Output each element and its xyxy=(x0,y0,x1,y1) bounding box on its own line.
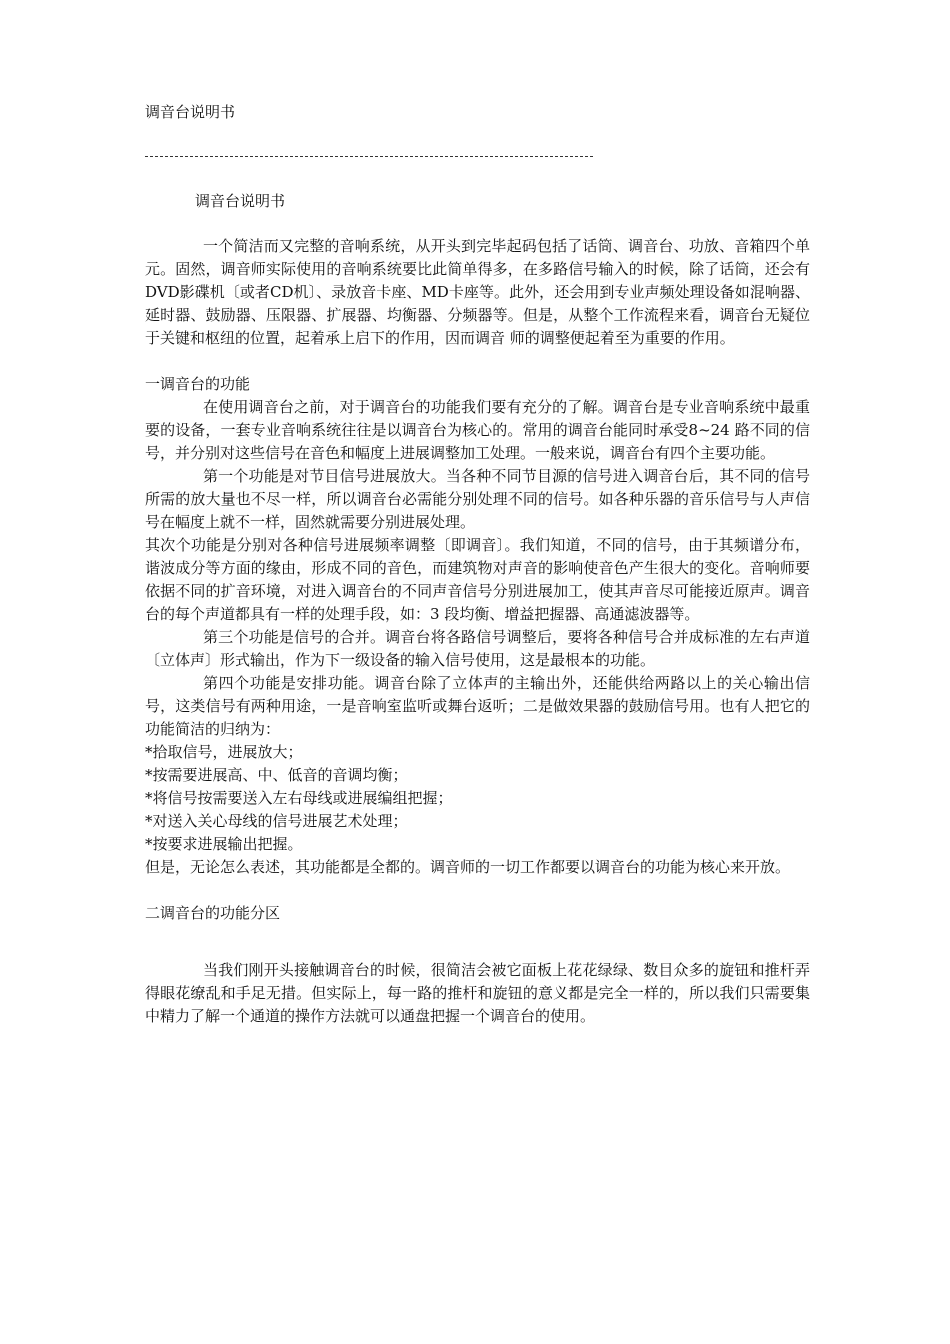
bullet-item: *按需要进展高、中、低音的音调均衡； xyxy=(145,766,408,784)
section1-paragraph-5: 第四个功能是安排功能。调音台除了立体声的主输出外，还能供给两路以上的关心输出信号，这类信号有两种用途，一是音响室监听或舞台返听；二是做效果器的鼓励信号用。也有人把它的功能简洁的归纳为： xyxy=(145,674,810,738)
spacer xyxy=(145,350,810,373)
intro-paragraph: 一个简洁而又完整的音响系统，从开头到完毕起码包括了话筒、调音台、功放、音箱四个单元。固然，调音师实际使用的音响系统要比此简单得多，在多路信号输入的时候，除了话筒，还会有DVD影碟机〔或者CD机〕、录放音卡座、MD卡座等。此外，还会用到专业声频处理设备如混响器、延时器、鼓励器、压限器、扩展器、均衡器、分频器等。但是，从整个工作流程来看，调音台无疑位于关键和枢纽的位置，起着承上启下的作用，因而调音 师的调整便起着至为重要的作用。 xyxy=(145,237,810,347)
document-header-title: 调音台说明书 xyxy=(145,103,236,121)
bullet-item: *将信号按需要送入左右母线或进展编组把握； xyxy=(145,789,453,807)
section1-paragraph-4: 第三个功能是信号的合并。调音台将各路信号调整后，要将各种信号合并成标准的左右声道〔立体声〕形式输出，作为下一级设备的输入信号使用，这是最根本的功能。 xyxy=(145,628,810,669)
bullet-item: *拾取信号，进展放大； xyxy=(145,743,303,761)
section1-paragraph-3: 其次个功能是分别对各种信号进展频率调整〔即调音〕。我们知道，不同的信号，由于其频谱分布，谐波成分等方面的缘由，形成不同的音色，而建筑物对声音的影响使音色产生很大的变化。音响师要依据不同的扩音环境，对进入调音台的不同声音信号分别进展加工，使其声音尽可能接近原声。调音台的每个声道都具有一样的处理手段，如：3 段均衡、增益把握器、高通滤波器等。 xyxy=(145,536,810,623)
section1-conclusion: 但是，无论怎么表述，其功能都是全都的。调音师的一切工作都要以调音台的功能为核心来开放。 xyxy=(145,858,791,876)
section1-heading: 一调音台的功能 xyxy=(145,375,251,393)
dashed-divider xyxy=(145,156,593,157)
bullet-item: *对送入关心母线的信号进展艺术处理； xyxy=(145,812,408,830)
section2-paragraph-1: 当我们刚开头接触调音台的时候，很简洁会被它面板上花花绿绿、数目众多的旋钮和推杆弄得眼花缭乱和手足无措。但实际上，每一路的推杆和旋钮的意义都是完全一样的，所以我们只需要集中精力了解一个通道的操作方法就可以通盘把握一个调音台的使用。 xyxy=(145,961,810,1025)
spacer xyxy=(145,925,810,959)
spacer xyxy=(145,879,810,902)
section1-paragraph-2: 第一个功能是对节目信号进展放大。当各种不同节目源的信号进入调音台后，其不同的信号所需的放大量也不尽一样，所以调音台必需能分别处理不同的信号。如各种乐器的音乐信号与人声信号在幅度上就不一样，固然就需要分别进展处理。 xyxy=(145,467,810,531)
document-body xyxy=(145,190,810,1028)
section2-heading: 二调音台的功能分区 xyxy=(145,904,281,922)
bullet-item: *按要求进展输出把握。 xyxy=(145,835,303,853)
section1-paragraph-1: 在使用调音台之前，对于调音台的功能我们要有充分的了解。调音台是专业音响系统中最重要的设备，一套专业音响系统往往是以调音台为核心的。常用的调音台能同时承受8~24 路不同的信号，并分别对这些信号在音色和幅度上进展调整加工处理。一般来说，调音台有四个主要功能。 xyxy=(145,398,810,462)
inner-title: 调音台说明书 xyxy=(195,192,286,210)
